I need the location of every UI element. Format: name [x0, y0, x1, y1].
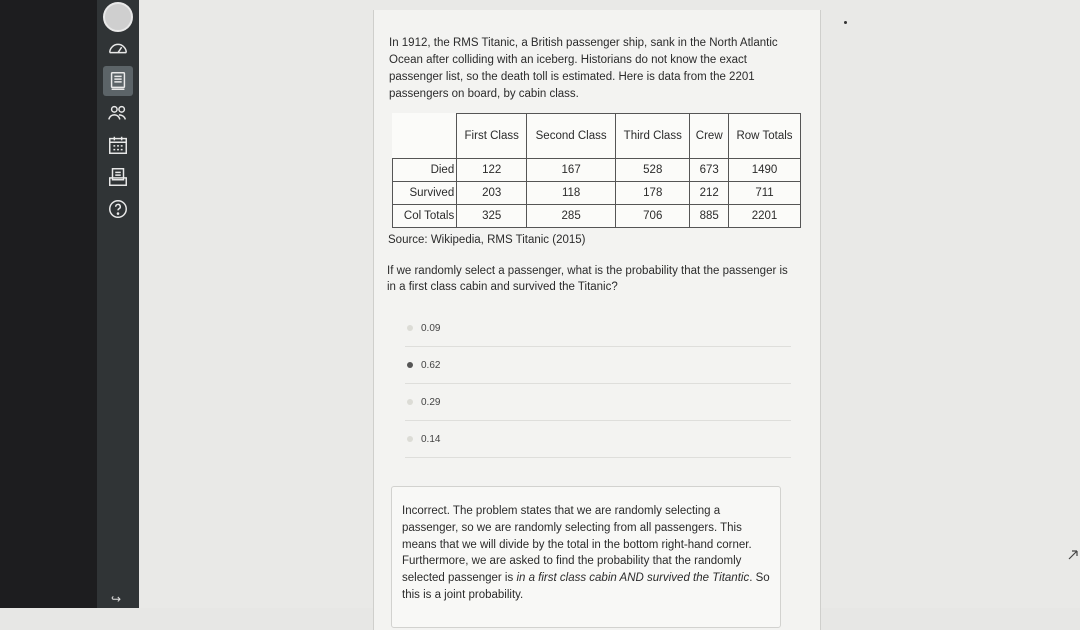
help-icon: [107, 198, 129, 220]
collapse-nav-icon[interactable]: ↪: [111, 592, 122, 606]
column-header: Second Class: [527, 114, 616, 159]
groups-icon: [107, 102, 129, 124]
calendar-icon: [107, 134, 129, 156]
feedback-text: [402, 503, 770, 604]
question-intro: In 1912, the RMS Titanic, a British passenger ship, sank in the North Atlantic Ocean after colliding with an iceberg. Historians do not know the exact passenger list, so the death toll is estimated. Here is data from the 2201 passengers on board, by cabin class.: [389, 37, 778, 100]
radio-button[interactable]: [407, 436, 413, 442]
table-cell: 203: [457, 182, 527, 205]
answer-option[interactable]: [405, 347, 791, 384]
table-cell: 178: [616, 182, 690, 205]
answer-label: 0.09: [421, 322, 441, 334]
column-header: Row Totals: [729, 114, 801, 159]
nav-calendar[interactable]: [103, 130, 133, 160]
row-header: Died: [393, 159, 457, 182]
table-cell: 706: [616, 205, 690, 228]
screen-bezel: [0, 0, 97, 608]
radio-button[interactable]: [407, 399, 413, 405]
row-header: Survived: [393, 182, 457, 205]
table-cell: 325: [457, 205, 527, 228]
courses-icon: [107, 70, 129, 92]
user-avatar-icon: [103, 2, 133, 32]
dashboard-icon: [107, 38, 129, 60]
table-cell: 2201: [729, 205, 801, 228]
table-cell: 673: [690, 159, 729, 182]
nav-inbox[interactable]: [103, 162, 133, 192]
question-prompt: If we randomly select a passenger, what is the probability that the passenger is in a first class cabin and survived the Titanic?: [387, 265, 788, 293]
answer-feedback: [391, 486, 781, 628]
answer-option[interactable]: [405, 421, 791, 458]
table-row: [393, 182, 801, 205]
stray-mark: [844, 21, 847, 24]
table-cell: 285: [527, 205, 616, 228]
radio-button[interactable]: [407, 325, 413, 331]
feedback-emphasis: in a first class cabin AND survived the Titantic: [516, 572, 750, 585]
answer-label: 0.14: [421, 433, 441, 445]
titanic-data-table: [392, 113, 801, 228]
answer-label: 0.62: [421, 359, 441, 371]
radio-button-selected[interactable]: [407, 362, 413, 368]
column-header: Third Class: [616, 114, 690, 159]
nav-account[interactable]: [103, 2, 133, 32]
table-cell: 711: [729, 182, 801, 205]
table-cell: 528: [616, 159, 690, 182]
feedback-text-end: . So this is a joint probability.: [402, 572, 770, 601]
feedback-text-start: Incorrect. The problem states that we are randomly selecting a passenger, so we are randomly selecting from all passengers. This means that we will divide by the total in the bottom right-hand corner. Furthermore, we are asked to find the probability that the randomly selected passenger is: [402, 505, 752, 585]
global-navigation: [97, 0, 139, 608]
column-header: First Class: [457, 114, 527, 159]
table-corner-cell: [393, 114, 457, 159]
nav-courses[interactable]: [103, 66, 133, 96]
mouse-cursor-icon: [1066, 549, 1080, 563]
table-cell: 118: [527, 182, 616, 205]
answer-list: [405, 310, 791, 458]
column-header: Crew: [690, 114, 729, 159]
nav-dashboard[interactable]: [103, 34, 133, 64]
table-cell: 885: [690, 205, 729, 228]
table-cell: 167: [527, 159, 616, 182]
answer-option[interactable]: [405, 310, 791, 347]
table-row: [393, 205, 801, 228]
table-cell: 1490: [729, 159, 801, 182]
row-header: Col Totals: [393, 205, 457, 228]
nav-help[interactable]: [103, 194, 133, 224]
inbox-icon: [107, 166, 129, 188]
answer-label: 0.29: [421, 396, 441, 408]
nav-groups[interactable]: [103, 98, 133, 128]
answer-option[interactable]: [405, 384, 791, 421]
table-cell: 212: [690, 182, 729, 205]
table-source: Source: Wikipedia, RMS Titanic (2015): [388, 234, 586, 246]
table-cell: 122: [457, 159, 527, 182]
table-header-row: [393, 114, 801, 159]
table-row: [393, 159, 801, 182]
